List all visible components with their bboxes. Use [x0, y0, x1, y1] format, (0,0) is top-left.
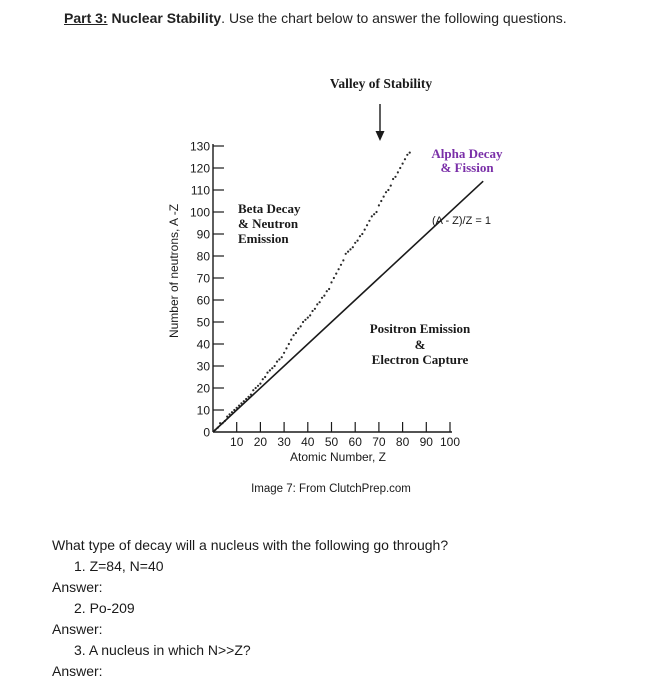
positron-label-line-3: Electron Capture	[371, 352, 469, 367]
y-tick-label: 30	[196, 359, 210, 374]
valley-point	[385, 191, 387, 193]
valley-point	[302, 321, 304, 323]
valley-point	[404, 158, 406, 160]
valley-arrow-head	[376, 131, 385, 141]
answer-label-1: Answer:	[52, 579, 103, 595]
part-label: Part 3:	[64, 10, 108, 26]
valley-point	[285, 347, 287, 349]
valley-point	[288, 343, 290, 345]
valley-point	[342, 259, 344, 261]
x-axis-label: Atomic Number, Z	[289, 450, 387, 464]
valley-point	[349, 248, 351, 250]
beta-label-line-3: Emission	[238, 231, 289, 246]
valley-point	[257, 385, 259, 387]
valley-point	[354, 242, 356, 244]
valley-point	[383, 196, 385, 198]
valley-points	[214, 152, 411, 431]
y-tick-label: 70	[196, 271, 210, 286]
valley-point	[271, 367, 273, 369]
y-tick-label: 50	[196, 315, 210, 330]
valley-point	[269, 369, 271, 371]
valley-point	[368, 220, 370, 222]
valley-point	[295, 332, 297, 334]
y-tick-label: 90	[196, 227, 210, 242]
valley-point	[264, 376, 266, 378]
question-item-2	[74, 598, 448, 619]
valley-point	[300, 325, 302, 327]
y-axis-label: Number of neutrons, A -Z	[167, 203, 181, 339]
valley-point	[276, 361, 278, 363]
x-tick-label: 20	[253, 435, 268, 449]
valley-point	[397, 171, 399, 173]
question-text: A nucleus in which N>>Z?	[88, 642, 251, 658]
y-tick-label: 40	[196, 337, 210, 352]
question-item-3	[74, 640, 448, 661]
question-text: Z=84, N=40	[89, 558, 164, 574]
y-tick-label: 10	[196, 403, 210, 418]
valley-point	[375, 211, 377, 213]
x-tick-label: 60	[348, 435, 362, 449]
section-title: Nuclear Stability	[111, 10, 222, 26]
valley-point	[326, 290, 328, 292]
valley-point	[323, 295, 325, 297]
page-header: Part 3: Nuclear Stability. Use the chart below to answer the following questions.	[64, 10, 567, 26]
y-tick-label: 120	[189, 161, 210, 176]
valley-point	[399, 167, 401, 169]
valley-point	[371, 215, 373, 217]
valley-point	[262, 378, 264, 380]
valley-point	[311, 310, 313, 312]
question-prompt: What type of decay will a nucleus with the following go through?	[52, 537, 449, 553]
positron-label-line-2: &	[414, 337, 426, 352]
beta-label-line-2: & Neutron	[238, 216, 299, 231]
valley-point	[390, 185, 392, 187]
valley-point	[394, 176, 396, 178]
valley-point	[252, 389, 254, 391]
valley-point	[387, 189, 389, 191]
y-tick-label: 100	[189, 205, 210, 220]
chart-title: Valley of Stability	[329, 76, 433, 91]
beta-label-line-1: Beta Decay	[238, 201, 301, 216]
question-number: 3.	[74, 642, 86, 658]
valley-point	[409, 152, 411, 154]
valley-point	[406, 154, 408, 156]
y-tick-label: 80	[196, 249, 210, 264]
valley-point	[402, 163, 404, 165]
positron-label-line-1: Positron Emission	[369, 321, 471, 336]
valley-point	[373, 213, 375, 215]
y-tick-label: 60	[196, 293, 210, 308]
question-number: 2.	[74, 600, 86, 616]
x-tick-label: 30	[277, 435, 291, 449]
y-tick-label: 130	[189, 139, 210, 154]
valley-point	[316, 303, 318, 305]
valley-point	[274, 365, 276, 367]
x-axis	[213, 422, 460, 449]
alpha-label-line-2: & Fission	[440, 160, 494, 175]
valley-point	[333, 277, 335, 279]
valley-point	[330, 281, 332, 283]
valley-point	[297, 328, 299, 330]
answer-label-2: Answer:	[52, 621, 103, 637]
valley-point	[328, 288, 330, 290]
valley-point	[378, 204, 380, 206]
valley-point	[338, 268, 340, 270]
alpha-region-label	[431, 146, 503, 175]
x-tick-label: 90	[419, 435, 433, 449]
beta-region-label	[238, 201, 301, 246]
question-item-1	[74, 556, 448, 577]
y-tick-label: 0	[203, 425, 210, 440]
valley-point	[290, 339, 292, 341]
valley-point	[352, 246, 354, 248]
valley-point	[304, 319, 306, 321]
x-tick-label: 80	[395, 435, 410, 449]
alpha-label-line-1: Alpha Decay	[431, 146, 503, 161]
positron-region-label	[370, 321, 471, 367]
answer-label-3: Answer:	[52, 663, 103, 679]
valley-point	[309, 314, 311, 316]
valley-point	[255, 387, 257, 389]
valley-point	[340, 264, 342, 266]
x-tick-label: 50	[324, 435, 339, 449]
x-tick-label: 70	[372, 435, 386, 449]
valley-point	[292, 334, 294, 336]
valley-point	[314, 308, 316, 310]
valley-point	[364, 229, 366, 231]
x-tick-label: 40	[301, 435, 315, 449]
valley-point	[347, 251, 349, 253]
valley-point	[356, 240, 358, 242]
valley-point	[392, 178, 394, 180]
valley-point	[359, 235, 361, 237]
question-text: Po-209	[89, 600, 135, 616]
valley-point	[380, 200, 382, 202]
y-tick-label: 110	[190, 183, 210, 198]
valley-point	[335, 273, 337, 275]
valley-point	[281, 356, 283, 358]
valley-point	[283, 352, 285, 354]
valley-point	[366, 224, 368, 226]
valley-point	[319, 301, 321, 303]
ratio-line-label: (A - Z)/Z = 1	[432, 215, 491, 227]
valley-point	[259, 383, 261, 385]
x-tick-label: 10	[230, 435, 244, 449]
questions-block	[52, 535, 448, 682]
y-tick-label: 20	[196, 381, 210, 396]
valley-point	[278, 358, 280, 360]
x-tick-label: 100	[439, 435, 461, 449]
instruction-text: Use the chart below to answer the following questions.	[228, 10, 567, 26]
valley-point	[307, 317, 309, 319]
y-axis	[190, 140, 224, 440]
image-credit: Image 7: From ClutchPrep.com	[251, 483, 411, 495]
valley-point	[266, 372, 268, 374]
valley-point	[361, 233, 363, 235]
valley-point	[321, 297, 323, 299]
question-number: 1.	[74, 558, 86, 574]
valley-point	[345, 253, 347, 255]
